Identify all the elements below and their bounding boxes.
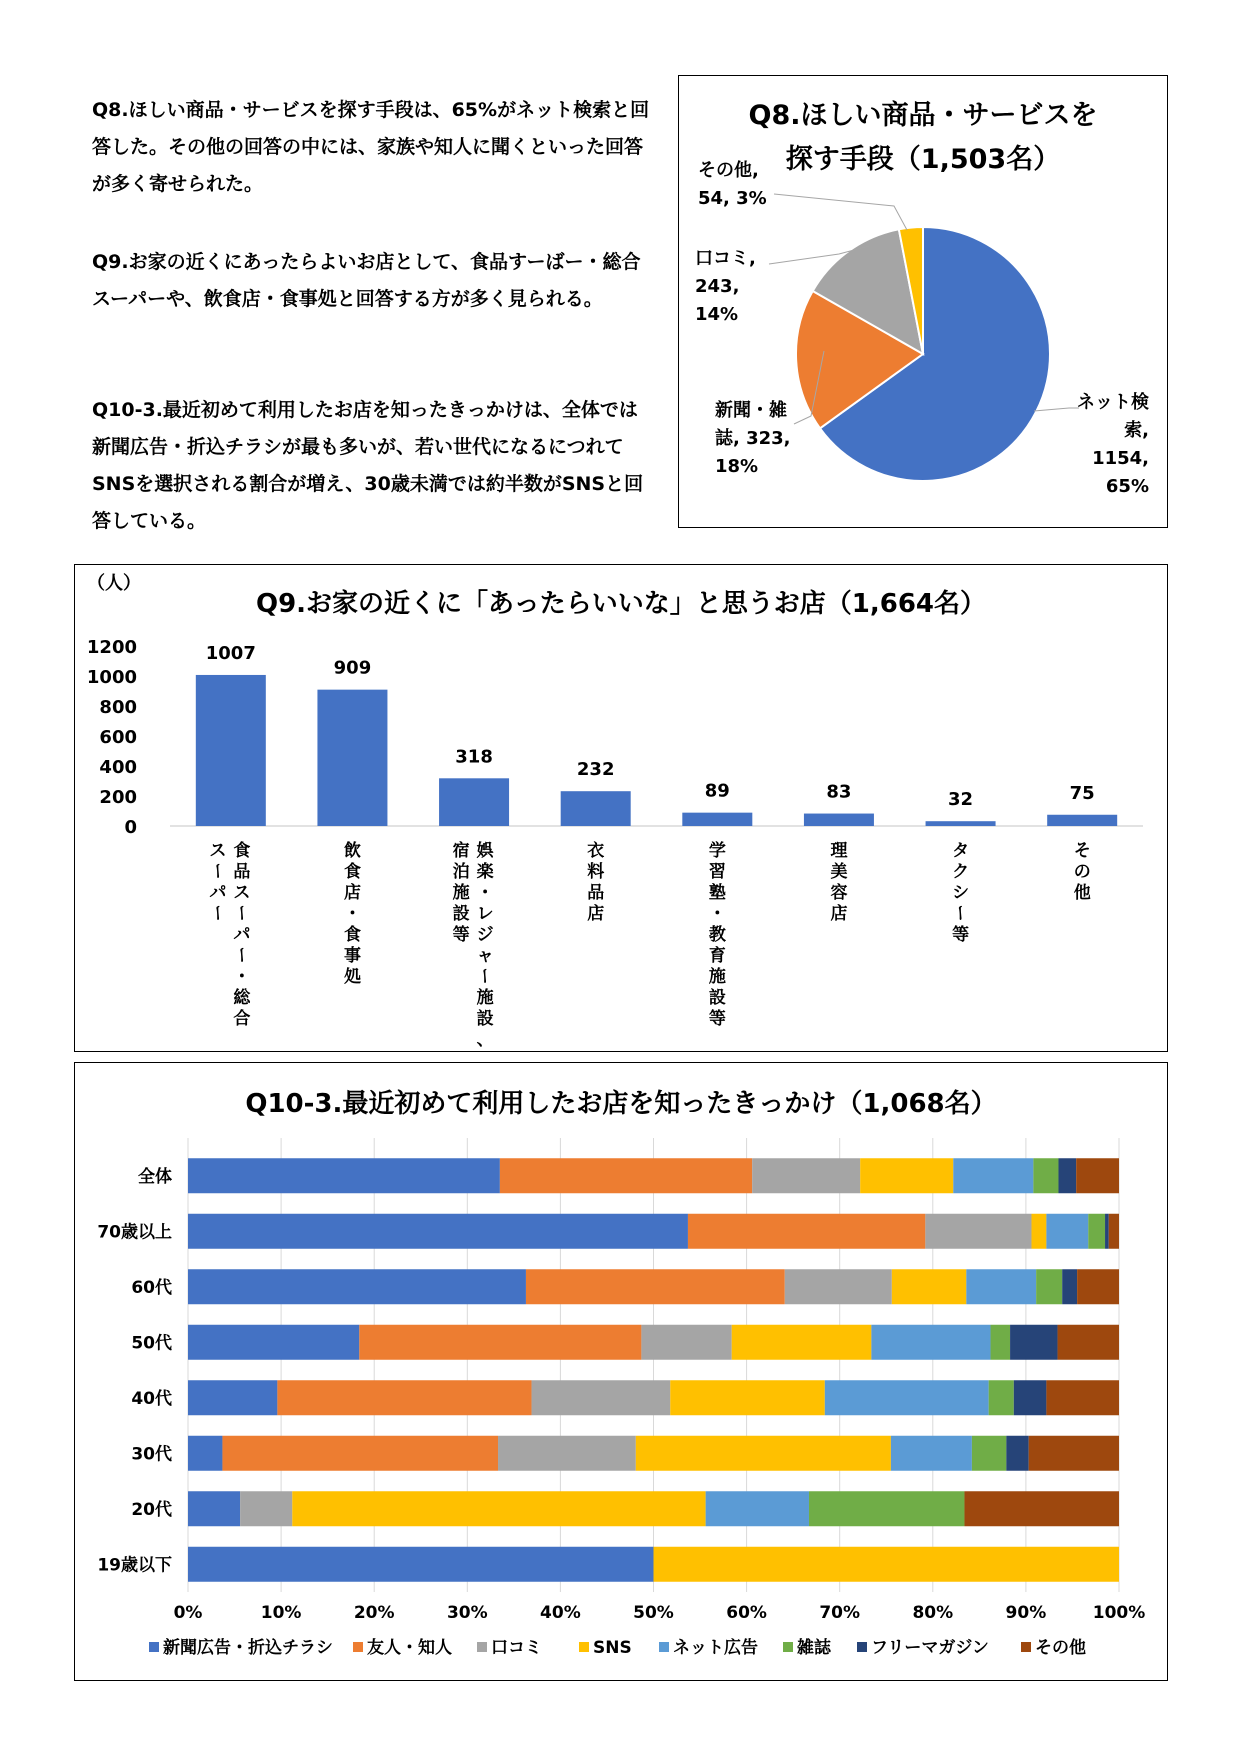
legend-swatch (579, 1642, 589, 1652)
svg-text:ー: ー (206, 904, 227, 922)
stacked-segment (1006, 1436, 1028, 1471)
paragraph-q10: Q10-3.最近初めて利用したお店を知ったきっかけは、全体では新聞広告・折込チラシが最も多いが、若い世代になるにつれてSNSを選択される割合が増え、30歳未満では約半数がSNSと回答している。 (92, 399, 644, 532)
bar (561, 791, 631, 826)
y-tick-label: 200 (99, 787, 137, 808)
svg-text:飲: 飲 (343, 841, 361, 861)
pie-data-label (698, 159, 767, 209)
svg-text:料: 料 (587, 862, 605, 882)
svg-text:店: 店 (587, 904, 605, 924)
pie-label-line: 243, (695, 276, 740, 297)
stacked-segment (292, 1491, 705, 1526)
x-tick-label: 90% (1005, 1603, 1047, 1623)
svg-text:ー: ー (474, 967, 495, 985)
q8-pie-chart-box (678, 75, 1168, 528)
svg-text:ジ: ジ (476, 925, 494, 945)
stacked-segment (953, 1158, 1033, 1193)
svg-text:タ: タ (952, 841, 970, 861)
stacked-segment (1062, 1269, 1077, 1304)
svg-text:店: 店 (343, 883, 361, 903)
stacked-segment (871, 1325, 990, 1360)
pie-label-line: 誌, 323, (715, 428, 791, 449)
svg-text:等: 等 (952, 925, 970, 945)
svg-text:楽: 楽 (476, 862, 494, 882)
legend-item (857, 1638, 989, 1658)
x-category-label (453, 840, 470, 945)
stacked-segment (188, 1158, 500, 1193)
paragraph-q8: Q8.ほしい商品・サービスを探す手段は、65%がネット検索と回答した。その他の回答の中には、家族や知人に聞くといった回答が多く寄せられた。 (92, 99, 650, 195)
stacked-segment (891, 1436, 972, 1471)
pie-data-label (695, 248, 756, 325)
stacked-segment (359, 1325, 641, 1360)
stacked-segment (654, 1547, 1120, 1582)
svg-text:・: ・ (476, 883, 494, 903)
y-category-label: 30代 (131, 1444, 172, 1465)
legend-label: 雑誌 (797, 1638, 831, 1658)
legend-label: ネット広告 (673, 1638, 758, 1658)
svg-text:娯: 娯 (476, 841, 494, 861)
svg-text:塾: 塾 (708, 883, 726, 903)
stacked-segment (1058, 1158, 1076, 1193)
svg-text:、: 、 (476, 1030, 494, 1050)
svg-text:・: ・ (708, 904, 726, 924)
q10-stacked-chart-box (74, 1062, 1168, 1681)
x-tick-label: 30% (446, 1603, 488, 1623)
stacked-segment (1058, 1325, 1119, 1360)
y-tick-label: 800 (99, 697, 137, 718)
q8-chart-title-line1: Q8.ほしい商品・サービスを (748, 100, 1098, 131)
svg-text:合: 合 (233, 1009, 251, 1029)
stacked-segment (860, 1158, 953, 1193)
stacked-segment (825, 1380, 989, 1415)
pie-data-label (1077, 391, 1149, 497)
pie-label-line: 索, (1124, 420, 1149, 441)
x-tick-label: 20% (353, 1603, 395, 1623)
legend-item (579, 1638, 632, 1658)
svg-text:育: 育 (708, 946, 726, 966)
q9-bar-svg (75, 565, 1166, 1050)
svg-text:ス: ス (233, 883, 251, 903)
x-tick-label: 40% (540, 1603, 581, 1623)
x-tick-label: 10% (260, 1603, 302, 1623)
bar (926, 821, 996, 826)
x-category-label (830, 841, 848, 924)
legend-label: 口コミ (491, 1638, 542, 1658)
stacked-segment (222, 1436, 498, 1471)
q10-stacked-svg (75, 1063, 1166, 1679)
x-category-label (207, 841, 227, 922)
stacked-segment (966, 1269, 1036, 1304)
stacked-segment (1010, 1325, 1057, 1360)
x-category-label (474, 840, 494, 1050)
bar-data-label: 318 (455, 746, 493, 768)
x-category-label (587, 840, 604, 924)
bar (804, 814, 874, 826)
svg-text:美: 美 (830, 862, 848, 882)
bar-data-label: 232 (576, 759, 615, 781)
svg-text:事: 事 (343, 946, 361, 966)
x-category-label (709, 840, 727, 1029)
stacked-segment (641, 1325, 731, 1360)
svg-text:総: 総 (233, 988, 251, 1008)
stacked-segment (732, 1325, 872, 1360)
bar-data-label: 75 (1069, 782, 1095, 804)
pie-label-line: 18% (715, 456, 759, 477)
pie-label-line: 54, 3% (698, 188, 767, 209)
stacked-segment (1046, 1214, 1088, 1249)
svg-text:食: 食 (343, 862, 361, 882)
svg-text:パ: パ (209, 883, 227, 903)
stacked-segment (636, 1436, 891, 1471)
svg-text:宿: 宿 (452, 841, 470, 861)
svg-text:ク: ク (952, 862, 970, 882)
stacked-segment (964, 1491, 1119, 1526)
x-tick-label: 70% (819, 1603, 861, 1623)
svg-text:パ: パ (233, 925, 251, 945)
svg-text:ー: ー (949, 904, 970, 922)
legend-label: SNS (593, 1638, 632, 1658)
x-tick-label: 50% (633, 1603, 674, 1623)
stacked-segment (809, 1491, 964, 1526)
bar (1047, 815, 1117, 826)
svg-text:シ: シ (952, 883, 970, 903)
stacked-segment (1036, 1269, 1062, 1304)
pie-label-line: 65% (1105, 476, 1149, 497)
y-tick-label: 600 (99, 727, 137, 748)
pie-label-line: ネット検 (1077, 392, 1149, 413)
stacked-segment (991, 1325, 1011, 1360)
svg-text:理: 理 (830, 841, 848, 861)
bar (317, 690, 387, 826)
stacked-segment (925, 1214, 1031, 1249)
stacked-segment (240, 1491, 292, 1526)
svg-text:設: 設 (452, 904, 470, 924)
y-category-label: 60代 (131, 1277, 172, 1298)
stacked-segment (1031, 1214, 1046, 1249)
pie-label-line: 口コミ, (695, 248, 756, 269)
pie-label-line: その他, (698, 160, 759, 181)
stacked-segment (1109, 1214, 1119, 1249)
svg-text:・: ・ (343, 904, 361, 924)
stacked-segment (532, 1380, 671, 1415)
stacked-segment (1105, 1214, 1109, 1249)
stacked-segment (670, 1380, 825, 1415)
svg-text:泊: 泊 (452, 862, 470, 882)
stacked-segment (892, 1269, 966, 1304)
stacked-segment (188, 1380, 277, 1415)
stacked-segment (277, 1380, 531, 1415)
stacked-segment (526, 1269, 785, 1304)
legend-item (783, 1637, 832, 1658)
svg-text:施: 施 (708, 967, 726, 987)
legend-swatch (783, 1642, 793, 1652)
svg-text:等: 等 (708, 1009, 726, 1029)
y-axis-unit-label: （人） (87, 573, 141, 594)
q9-chart-title: Q9.お家の近くに「あったらいいな」と思うお店（1,664名） (255, 589, 987, 619)
y-tick-label: 1200 (86, 637, 137, 658)
q8-pie-svg (679, 76, 1166, 526)
svg-text:食: 食 (233, 841, 251, 861)
stacked-segment (1029, 1436, 1119, 1471)
svg-text:他: 他 (1073, 883, 1091, 903)
svg-text:・: ・ (233, 967, 251, 987)
legend-item (353, 1637, 452, 1658)
bar (682, 813, 752, 826)
stacked-segment (188, 1547, 654, 1582)
x-category-label (1074, 841, 1091, 903)
bar-data-label: 89 (704, 780, 730, 802)
q9-bar-chart-box (74, 564, 1168, 1052)
x-tick-label: 0% (173, 1603, 203, 1623)
svg-text:ス: ス (209, 841, 227, 861)
svg-text:処: 処 (343, 967, 361, 987)
pie-leader-line (774, 194, 907, 230)
svg-text:ー: ー (230, 904, 251, 922)
stacked-segment (1046, 1380, 1119, 1415)
bar-data-label: 1007 (205, 642, 256, 664)
svg-text:習: 習 (708, 862, 726, 882)
svg-text:ー: ー (230, 946, 251, 964)
legend-label: その他 (1035, 1638, 1086, 1658)
stacked-segment (785, 1269, 892, 1304)
x-tick-label: 100% (1092, 1603, 1146, 1623)
stacked-segment (989, 1380, 1014, 1415)
pie-label-line: 14% (695, 304, 739, 325)
legend-item (149, 1637, 333, 1658)
q10-chart-title: Q10-3.最近初めて利用したお店を知ったきっかけ（1,068名） (245, 1089, 997, 1119)
stacked-segment (188, 1269, 526, 1304)
svg-text:の: の (1073, 862, 1091, 882)
stacked-segment (1077, 1269, 1119, 1304)
x-category-label (344, 840, 361, 987)
svg-text:設: 設 (476, 1009, 494, 1029)
q8-chart-title-line2: 探す手段（1,503名） (785, 144, 1061, 175)
x-tick-label: 60% (726, 1603, 767, 1623)
paragraph-q9: Q9.お家の近くにあったらよいお店として、食品すーばー・総合スーパーや、飲食店・食事処と回答する方が多く見られる。 (92, 251, 641, 310)
svg-text:施: 施 (476, 988, 494, 1008)
pie-label-line: 1154, (1092, 448, 1149, 469)
x-category-label (231, 840, 252, 1029)
y-tick-label: 1000 (86, 667, 137, 688)
legend-swatch (1021, 1642, 1031, 1652)
legend-swatch (659, 1642, 669, 1652)
y-category-label: 19歳以下 (97, 1555, 172, 1576)
pie-label-line: 新聞・雑 (715, 400, 787, 421)
svg-text:施: 施 (452, 883, 470, 903)
stacked-segment (188, 1491, 240, 1526)
svg-text:容: 容 (830, 883, 848, 903)
y-category-label: 50代 (131, 1333, 172, 1354)
stacked-segment (706, 1491, 809, 1526)
legend-label: 友人・知人 (367, 1638, 452, 1658)
stacked-segment (1076, 1158, 1119, 1193)
legend-swatch (477, 1642, 487, 1652)
legend-item (1021, 1637, 1086, 1658)
stacked-segment (500, 1158, 752, 1193)
svg-text:そ: そ (1073, 841, 1091, 861)
legend-item (477, 1638, 542, 1658)
stacked-segment (1014, 1380, 1047, 1415)
bar-data-label: 83 (826, 781, 852, 803)
stacked-segment (188, 1214, 688, 1249)
legend-item (659, 1637, 758, 1658)
bar (196, 675, 266, 826)
svg-text:レ: レ (476, 904, 494, 924)
svg-text:設: 設 (708, 988, 726, 1008)
stacked-segment (688, 1214, 925, 1249)
bar-data-label: 32 (948, 789, 974, 811)
pie-leader-line (1034, 408, 1079, 411)
stacked-segment (188, 1325, 359, 1360)
legend-label: フリーマガジン (871, 1638, 989, 1658)
y-category-label: 全体 (138, 1166, 172, 1187)
legend-label: 新聞広告・折込チラシ (163, 1638, 333, 1658)
svg-text:ャ: ャ (476, 946, 494, 966)
y-category-label: 40代 (131, 1388, 172, 1409)
svg-text:ー: ー (206, 862, 227, 880)
svg-text:等: 等 (452, 925, 470, 945)
svg-text:食: 食 (343, 925, 361, 945)
y-category-label: 20代 (131, 1499, 172, 1520)
legend-swatch (857, 1642, 867, 1652)
stacked-segment (972, 1436, 1006, 1471)
x-tick-label: 80% (912, 1603, 954, 1623)
stacked-segment (1088, 1214, 1105, 1249)
svg-text:学: 学 (708, 841, 726, 861)
stacked-segment (1033, 1158, 1058, 1193)
svg-text:品: 品 (233, 862, 251, 882)
svg-text:品: 品 (587, 883, 605, 903)
stacked-segment (752, 1158, 860, 1193)
bar (439, 778, 509, 826)
x-category-label (950, 841, 970, 945)
svg-text:教: 教 (708, 925, 726, 945)
y-tick-label: 0 (124, 817, 137, 838)
bar-data-label: 909 (333, 657, 372, 679)
y-category-label: 70歳以上 (97, 1222, 172, 1243)
legend-swatch (353, 1642, 363, 1652)
svg-text:衣: 衣 (587, 841, 605, 861)
svg-text:店: 店 (830, 904, 848, 924)
legend-swatch (149, 1642, 159, 1652)
stacked-segment (188, 1436, 222, 1471)
y-tick-label: 400 (99, 757, 137, 778)
stacked-segment (498, 1436, 636, 1471)
pie-data-label (715, 399, 791, 477)
